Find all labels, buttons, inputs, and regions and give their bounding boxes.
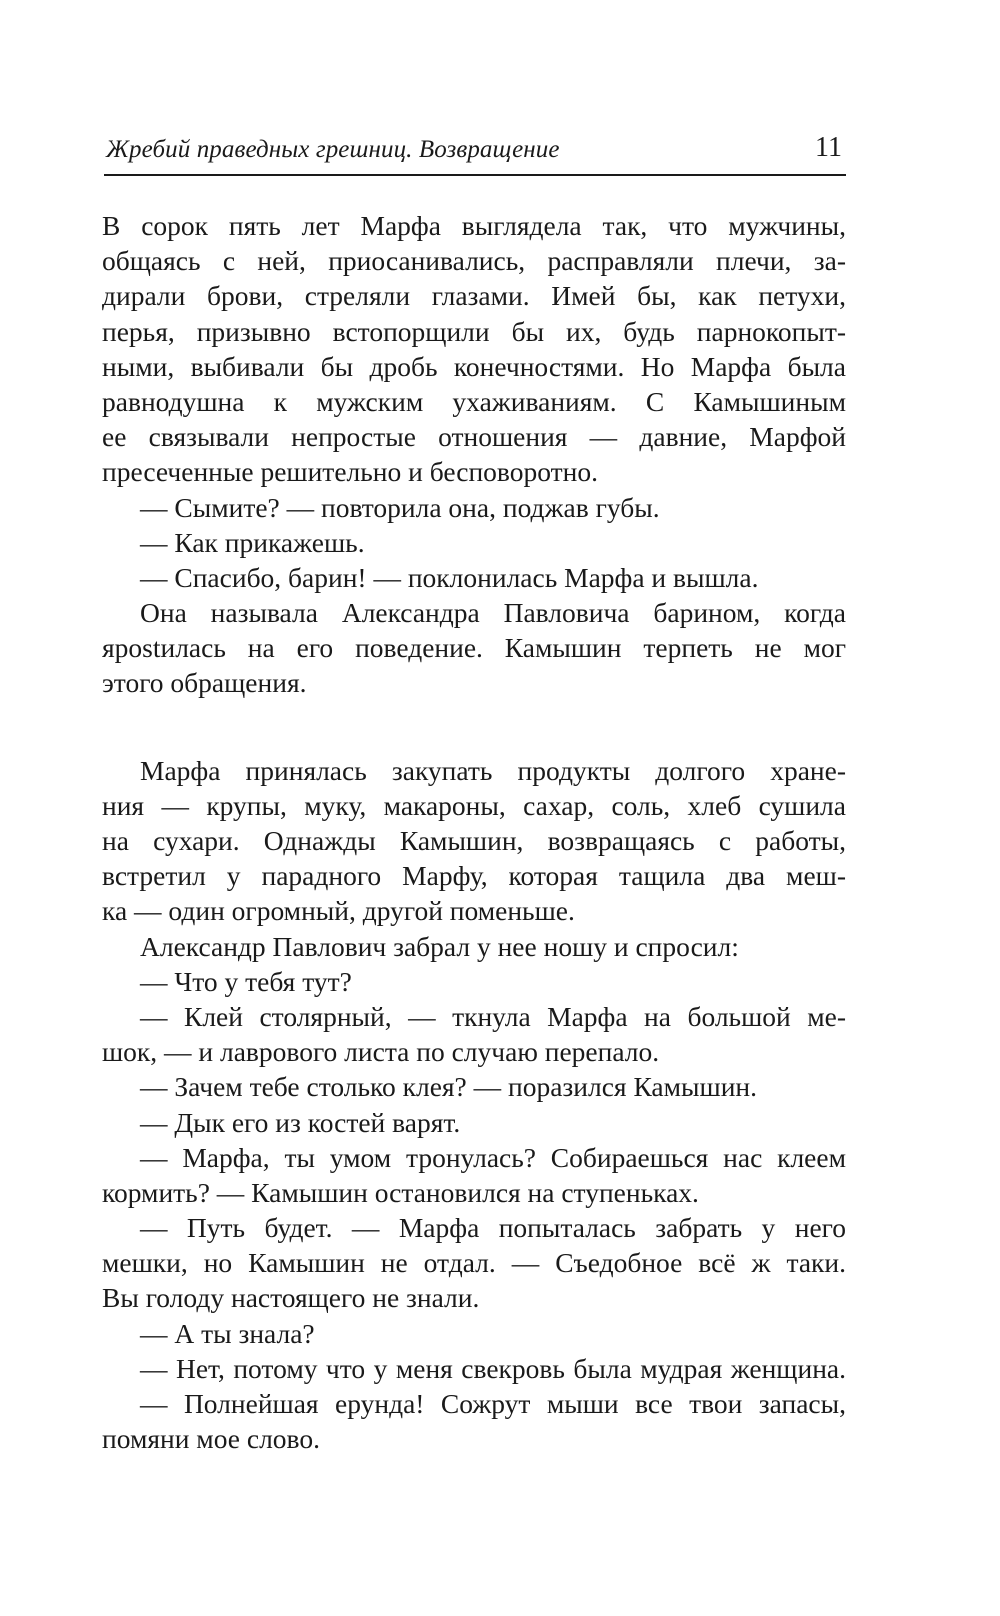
text-line: пресеченные решительно и бесповоротно. (102, 456, 598, 488)
text-line: — Дык его из костей варят. (140, 1106, 461, 1138)
text-line: помяни мое слово. (102, 1423, 320, 1455)
text-block (102, 753, 846, 1457)
text-line: общаясь с ней, приосанивались, расправляли плечи, за- (102, 245, 846, 277)
text-line: Вы голоду настоящего не знали. (102, 1282, 480, 1314)
text-line: кормить? — Камышин остановился на ступеньках. (102, 1176, 699, 1208)
text-line: — Клей столярный, — ткнула Марфа на большой ме- (140, 1000, 846, 1032)
running-header (104, 132, 846, 176)
text-line: на сухари. Однажды Камышин, возвращаясь с работы, (102, 825, 846, 856)
text-line: ка — один огромный, другой поменьше. (102, 895, 575, 927)
text-line: — Сымите? — повторила она, поджав губы. (140, 491, 660, 523)
text-line: ее связывали непростые отношения — давние, Марфой (102, 421, 846, 453)
text-line: Александр Павлович забрал у нее ношу и спросил: (140, 930, 739, 962)
section-break (102, 701, 846, 753)
text-line: шок, — и лаврового листа по случаю перепало. (102, 1036, 660, 1068)
text-line: этого обращения. (102, 667, 307, 699)
text-line: — Зачем тебе столько клея? — поразился Камышин. (140, 1071, 758, 1103)
text-line: — Полнейшая ерунда! Сожрут мыши все твои запасы, (140, 1388, 846, 1419)
text-line: — А ты знала? (140, 1317, 315, 1349)
text-line: В сорок пять лет Марфа выглядела так, что мужчины, (102, 210, 846, 241)
text-line: равнодушна к мужским ухаживаниям. С Камышиным (102, 385, 846, 417)
text-line: — Нет, потому что у меня свекровь была мудрая женщина. (140, 1352, 846, 1384)
text-block (102, 208, 846, 701)
text-line: — Путь будет. — Марфа попыталась забрать у него (140, 1212, 846, 1244)
text-line: — Как прикажешь. (140, 526, 365, 558)
text-line: дирали брови, стреляли глазами. Имей бы, как петухи, (102, 280, 846, 312)
text-line: — Спасибо, барин! — поклонилась Марфа и вышла. (140, 561, 759, 593)
text-line: Она называла Александра Павловича барином, когда (140, 597, 846, 629)
text-line: — Марфа, ты умом тронулась? Собираешься нас клеем (140, 1141, 846, 1173)
text-line: встретил у парадного Марфу, которая тащила два меш- (102, 860, 846, 892)
text-line: перья, призывно встопорщили бы их, будь парнокопыт- (102, 315, 846, 347)
text-line: мешки, но Камышин не отдал. — Съедобное всё ж таки. (102, 1247, 846, 1279)
text-line: ными, выбивали бы дробь конечностями. Но Марфа была (102, 350, 846, 382)
body-text (102, 208, 846, 1456)
text-line: — Что у тебя тут? (140, 965, 352, 997)
text-line: Марфа принялась закупать продукты долгого хране- (140, 754, 846, 786)
text-line: ния — крупы, муку, макароны, сахар, соль, хлеб сушила (102, 789, 846, 821)
running-title: Жребий праведных грешниц. Возвращение (106, 136, 560, 163)
text-line: ярostилась на его поведение. Камышин терпеть не мог (102, 632, 846, 664)
page-number: 11 (815, 132, 842, 163)
